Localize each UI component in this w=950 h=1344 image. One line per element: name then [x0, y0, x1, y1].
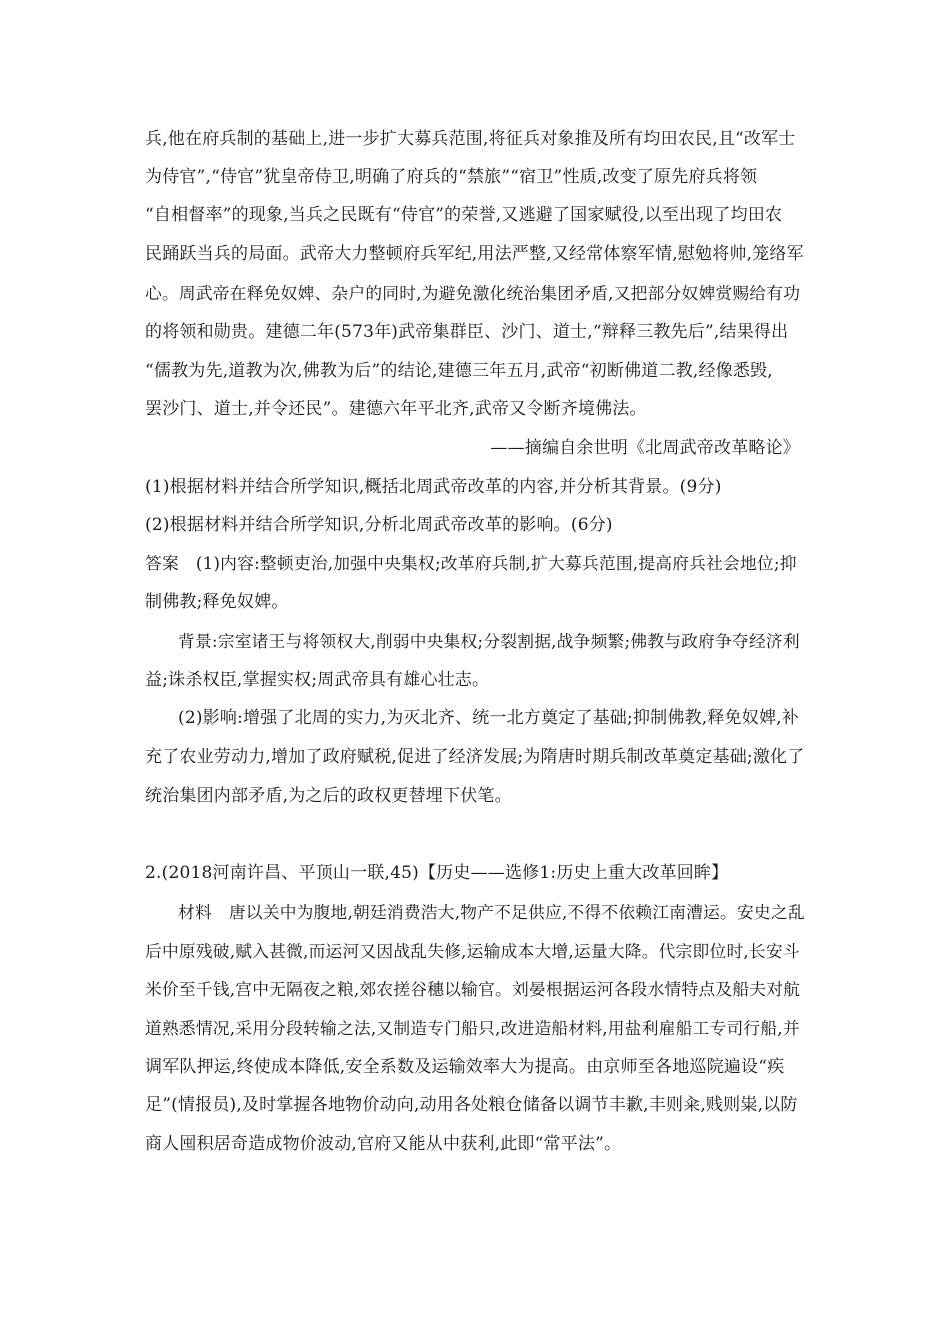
answer-line: 统治集团内部矛盾,为之后的政权更替埋下伏笔。: [145, 786, 512, 806]
answer-line: 背景:宗室诸王与将领权大,削弱中央集权;分裂割据,战争频繁;佛教与政府争夺经济利: [178, 631, 800, 651]
answer-line: 答案 (1)内容:整顿吏治,加强中央集权;改革府兵制,扩大募兵范围,提高府兵社会地位;抑: [145, 553, 797, 573]
material-line: 罢沙门、道士,并令还民”。建德六年平北齐,武帝又令断齐境佛法。: [145, 399, 647, 419]
material-line: 心。周武帝在释免奴婢、杂户的同时,为避免激化统治集团矛盾,又把部分奴婢赏赐给有功: [145, 283, 801, 303]
answer-line: (2)影响:增强了北周的实力,为灭北齐、统一北方奠定了基础;抑制佛教,释免奴婢,补: [178, 708, 799, 728]
answer-line: 充了农业劳动力,增加了政府赋税,促进了经济发展;为隋唐时期兵制改革奠定基础;激化了: [145, 747, 805, 767]
material-2-line: 调军队押运,终使成本降低,安全系数及运输效率大为提高。由京师至各地巡院遍设“疾: [145, 1057, 785, 1077]
material-source: ——摘编自余世明《北周武帝改革略论》: [490, 438, 800, 458]
material-line: 的将领和勋贵。建德二年(573年)武帝集群臣、沙门、道士,“辩释三教先后”,结果得出: [145, 322, 789, 342]
material-line: 为侍官”,“侍官”犹皇帝侍卫,明确了府兵的“禁旅”“宿卫”性质,改变了原先府兵将领: [145, 167, 758, 187]
material-2-line: 商人囤积居奇造成物价波动,官府又能从中获利,此即“常平法”。: [145, 1134, 622, 1154]
material-line: 民踊跃当兵的局面。武帝大力整顿府兵军纪,用法严整,又经常体察军情,慰勉将帅,笼络军: [145, 244, 804, 264]
answer-line: 益;诛杀权臣,掌握实权;周武帝具有雄心壮志。: [145, 670, 490, 690]
material-2-line: 材料 唐以关中为腹地,朝廷消费浩大,物产不足供应,不得不依赖江南漕运。安史之乱: [178, 902, 805, 922]
answer-line: 制佛教;释免奴婢。: [145, 592, 289, 612]
material-2-line: 米价至千钱,宫中无隔夜之粮,郊农搓谷穗以输官。刘晏根据运河各段水情特点及船夫对航: [145, 979, 801, 999]
material-2-line: 后中原残破,赋入甚微,而运河又因战乱失修,运输成本大增,运量大降。代宗即位时,长安斗: [145, 941, 800, 961]
question-2: (2)根据材料并结合所学知识,分析北周武帝改革的影响。(6分): [145, 515, 613, 535]
question-2-heading: 2.(2018河南许昌、平顶山一联,45)【历史——选修1:历史上重大改革回眸】: [145, 863, 729, 883]
material-line: “自相督率”的现象,当兵之民既有“侍官”的荣誉,又逃避了国家赋役,以至出现了均田农: [145, 205, 783, 225]
question-1: (1)根据材料并结合所学知识,概括北周武帝改革的内容,并分析其背景。(9分): [145, 477, 722, 497]
material-2-line: 道熟悉情况,采用分段转输之法,又制造专门船只,改进造船材料,用盐利雇船工专司行船,并: [145, 1018, 800, 1038]
material-line: “儒教为先,道教为次,佛教为后”的结论,建德三年五月,武帝“初断佛道二教,经像悉毁,: [145, 361, 773, 381]
material-2-line: 足”(情报员),及时掌握各地物价动向,动用各处粮仓储备以调节丰歉,丰则籴,贱则粜,以防: [145, 1095, 798, 1115]
material-line: 兵,他在府兵制的基础上,进一步扩大募兵范围,将征兵对象推及所有均田农民,且“改军士: [145, 129, 796, 149]
